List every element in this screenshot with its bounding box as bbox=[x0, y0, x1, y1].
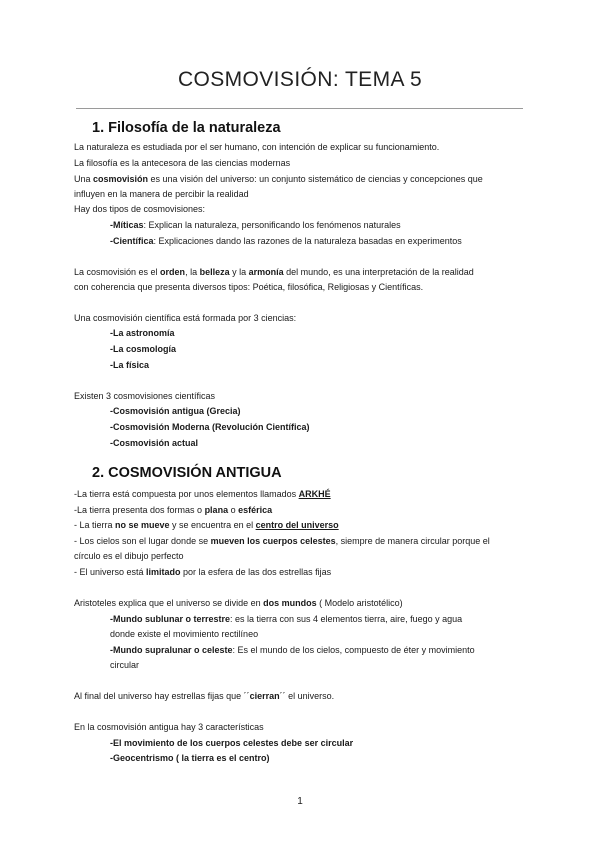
paragraph-line bbox=[74, 597, 403, 609]
paragraph-line: Hay dos tipos de cosmovisiones: bbox=[74, 204, 206, 214]
list-item: -La astronomía bbox=[110, 328, 175, 338]
text-span: : Explican la naturaleza, personificando los fenómenos naturales bbox=[143, 220, 401, 230]
paragraph-line bbox=[74, 566, 331, 578]
bold-term: plana bbox=[204, 505, 229, 515]
list-item bbox=[110, 752, 270, 764]
text-span: , la bbox=[185, 267, 200, 277]
text-span: - El universo está bbox=[74, 567, 147, 577]
bold-term: no se mueve bbox=[115, 520, 170, 530]
paragraph-line bbox=[74, 266, 474, 278]
text-span: , siempre de manera circular porque el bbox=[335, 536, 490, 546]
bold-term: limitado bbox=[146, 567, 181, 577]
underlined-term: ARKHÉ bbox=[298, 489, 331, 499]
text-span: : es la tierra con sus 4 elementos tierra, aire, fuego y agua bbox=[230, 614, 463, 624]
bold-term: dos mundos bbox=[263, 598, 317, 608]
paragraph-line: Una cosmovisión científica está formada por 3 ciencias: bbox=[74, 313, 297, 323]
paragraph-line bbox=[74, 488, 331, 500]
text-span: y se encuentra en el bbox=[169, 520, 256, 530]
text-span: del mundo, es una interpretación de la realidad bbox=[283, 267, 474, 277]
bold-term: -Científica bbox=[110, 236, 154, 246]
bold-term: cierran bbox=[249, 691, 280, 701]
list-item bbox=[110, 235, 462, 247]
text-span: -La tierra está compuesta por unos elementos llamados bbox=[74, 489, 299, 499]
bold-term: -Míticas bbox=[110, 220, 144, 230]
list-item: -El movimiento de los cuerpos celestes debe ser circular bbox=[110, 738, 354, 748]
text-span: o bbox=[228, 505, 239, 515]
bold-term: orden bbox=[160, 267, 186, 277]
text-span: es una visión del universo: un conjunto sistemático de ciencias y concepciones que bbox=[148, 174, 483, 184]
text-span: -La tierra presenta dos formas o bbox=[74, 505, 205, 515]
paragraph-line: En la cosmovisión antigua hay 3 características bbox=[74, 722, 264, 732]
list-item: donde existe el movimiento rectilíneo bbox=[110, 629, 259, 639]
bold-term: cosmovisión bbox=[93, 174, 149, 184]
page-number: 1 bbox=[297, 796, 303, 807]
underlined-term: centro del universo bbox=[255, 520, 339, 530]
bold-term: -Geocentrismo bbox=[110, 753, 174, 763]
list-item: -La cosmología bbox=[110, 344, 177, 354]
paragraph-line: círculo es el dibujo perfecto bbox=[74, 551, 184, 561]
text-span: - Los cielos son el lugar donde se bbox=[74, 536, 211, 546]
section-heading-2: 2. COSMOVISIÓN ANTIGUA bbox=[92, 465, 282, 481]
list-item bbox=[110, 613, 462, 625]
text-span: Aristoteles explica que el universo se divide en bbox=[74, 598, 264, 608]
paragraph-line: La filosofía es la antecesora de las ciencias modernas bbox=[74, 158, 291, 168]
paragraph-line: con coherencia que presenta diversos tipos: Poética, filosófica, Religiosas y Científicas. bbox=[74, 282, 424, 292]
paragraph-line bbox=[74, 690, 334, 702]
paragraph-line: influyen en la manera de percibir la realidad bbox=[74, 189, 249, 199]
text-span: La cosmovisión es el bbox=[74, 267, 161, 277]
list-item: -Cosmovisión Moderna (Revolución Científica) bbox=[110, 422, 310, 432]
section-heading-1: 1. Filosofía de la naturaleza bbox=[92, 120, 281, 136]
title-divider bbox=[76, 108, 523, 109]
paragraph-line bbox=[74, 504, 272, 516]
paragraph-line: Existen 3 cosmovisiones científicas bbox=[74, 391, 216, 401]
paragraph-line bbox=[74, 173, 483, 185]
bold-term: armonía bbox=[248, 267, 284, 277]
text-span: por la esfera de las dos estrellas fijas bbox=[180, 567, 332, 577]
bold-term: ( la tierra es el centro) bbox=[173, 753, 270, 763]
text-span: - La tierra bbox=[74, 520, 116, 530]
text-span: y la bbox=[229, 267, 249, 277]
paragraph-line: La naturaleza es estudiada por el ser humano, con intención de explicar su funcionamiento. bbox=[74, 142, 440, 152]
bold-term: -Mundo sublunar o terrestre bbox=[110, 614, 231, 624]
bold-term: mueven los cuerpos celestes bbox=[210, 536, 336, 546]
bold-term: -Mundo supralunar o celeste bbox=[110, 645, 233, 655]
text-span: ´´ el universo. bbox=[279, 691, 335, 701]
document-title: COSMOVISIÓN: TEMA 5 bbox=[177, 68, 423, 91]
list-item: -Cosmovisión actual bbox=[110, 438, 199, 448]
bold-term: belleza bbox=[199, 267, 230, 277]
list-item bbox=[110, 219, 401, 231]
paragraph-line bbox=[74, 519, 339, 531]
bold-term bbox=[256, 520, 339, 530]
text-span: ( Modelo aristotélico) bbox=[316, 598, 403, 608]
list-item: -Cosmovisión antigua (Grecia) bbox=[110, 406, 241, 416]
text-span: : Es el mundo de los cielos, compuesto de éter y movimiento bbox=[232, 645, 475, 655]
text-span: : Explicaciones dando las razones de la naturaleza basadas en experimentos bbox=[153, 236, 462, 246]
bold-term bbox=[299, 489, 331, 499]
paragraph-line bbox=[74, 535, 490, 547]
text-span: Una bbox=[74, 174, 94, 184]
bold-term: esférica bbox=[238, 505, 273, 515]
text-span: Al final del universo hay estrellas fijas que ´´ bbox=[74, 691, 250, 701]
list-item: -La física bbox=[110, 360, 150, 370]
list-item: circular bbox=[110, 660, 140, 670]
list-item bbox=[110, 644, 475, 656]
